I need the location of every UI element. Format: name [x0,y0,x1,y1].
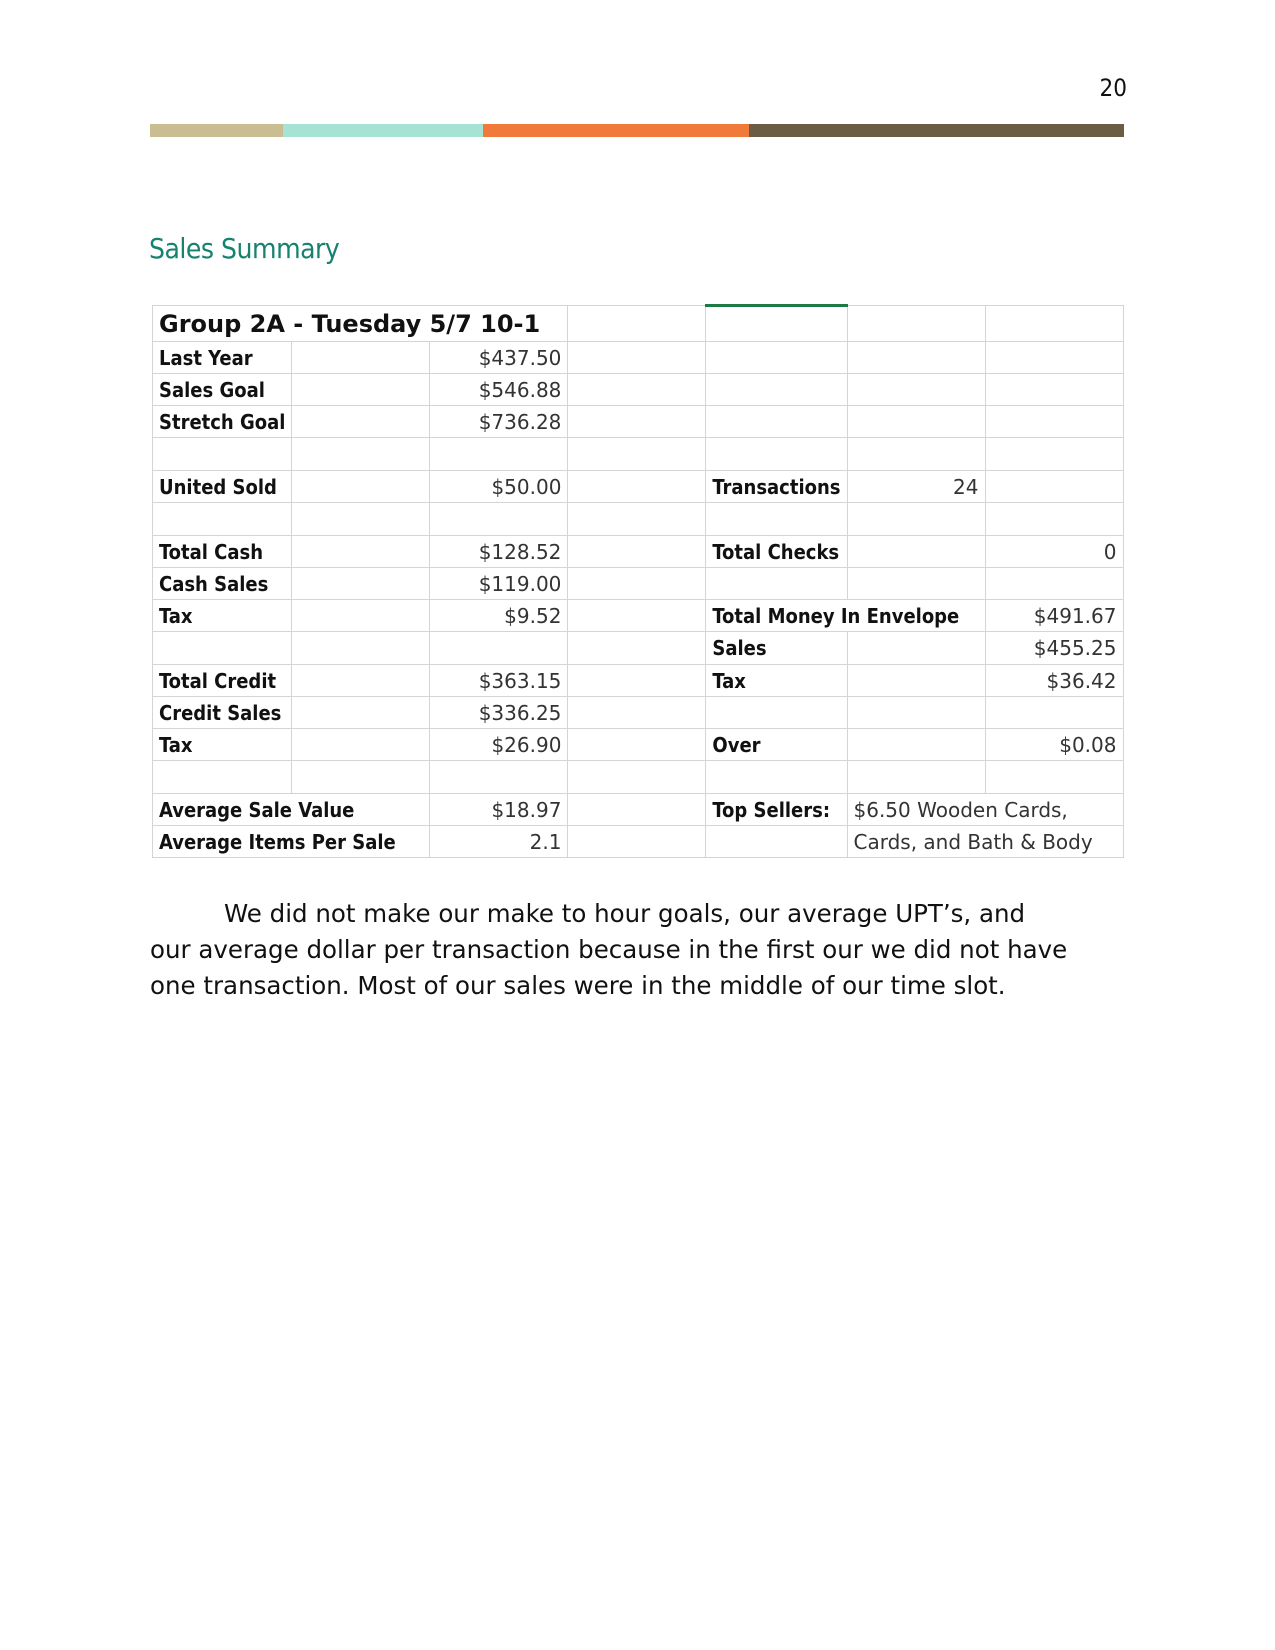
total-money-value: $491.67 [985,600,1123,632]
transactions-value: 24 [847,471,985,503]
envelope-sales-value: $455.25 [985,632,1123,665]
avg-items-value: 2.1 [430,826,568,858]
envelope-tax-value: $36.42 [985,665,1123,697]
sheet-title: Group 2A - Tuesday 5/7 10-1 [153,306,568,342]
avg-sale-label: Average Sale Value [153,794,430,826]
total-credit-label: Total Credit [153,665,292,697]
top-sellers-label: Top Sellers: [706,794,847,826]
section-title: Sales Summary [149,232,340,265]
avg-items-label: Average Items Per Sale [153,826,430,858]
empty-cell [568,306,706,342]
selected-cell[interactable] [706,306,847,342]
total-credit-value: $363.15 [430,665,568,697]
cash-tax-value: $9.52 [430,600,568,632]
color-bar-segment-aqua [283,124,483,137]
top-sellers-line-1: $6.50 Wooden Cards, [847,794,1123,826]
transactions-label: Transactions [706,471,847,503]
sales-goal-label: Sales Goal [153,374,292,406]
stretch-goal-value: $736.28 [430,406,568,438]
last-year-label: Last Year [153,342,292,374]
total-checks-value: 0 [985,536,1123,568]
cash-sales-value: $119.00 [430,568,568,600]
avg-sale-value: $18.97 [430,794,568,826]
total-money-label: Total Money In Envelope [706,600,985,632]
total-cash-label: Total Cash [153,536,292,568]
credit-sales-label: Credit Sales [153,697,292,729]
over-label: Over [706,729,847,761]
last-year-value: $437.50 [430,342,568,374]
header-color-bar [150,124,1124,137]
united-sold-value: $50.00 [430,471,568,503]
credit-tax-label: Tax [153,729,292,761]
summary-text: We did not make our make to hour goals, our average UPT’s, and our average dollar per transaction because in the first our we did not have one transaction. Most of our sales were in the middle of our time slot. [150,899,1068,1000]
page-number: 20 [1099,74,1127,102]
sales-goal-value: $546.88 [430,374,568,406]
top-sellers-line-2: Cards, and Bath & Body [847,826,1123,858]
credit-tax-value: $26.90 [430,729,568,761]
color-bar-segment-orange [483,124,749,137]
united-sold-label: United Sold [153,471,292,503]
total-checks-label: Total Checks [706,536,847,568]
summary-paragraph [150,896,1070,1004]
color-bar-segment-tan [150,124,283,137]
stretch-goal-label: Stretch Goal [153,406,292,438]
sales-summary-sheet [152,304,1124,858]
cash-tax-label: Tax [153,600,292,632]
color-bar-segment-brown [749,124,1124,137]
cash-sales-label: Cash Sales [153,568,292,600]
envelope-tax-label: Tax [706,665,847,697]
over-value: $0.08 [985,729,1123,761]
envelope-sales-label: Sales [706,632,847,665]
total-cash-value: $128.52 [430,536,568,568]
empty-cell [847,306,985,342]
empty-cell [985,306,1123,342]
credit-sales-value: $336.25 [430,697,568,729]
